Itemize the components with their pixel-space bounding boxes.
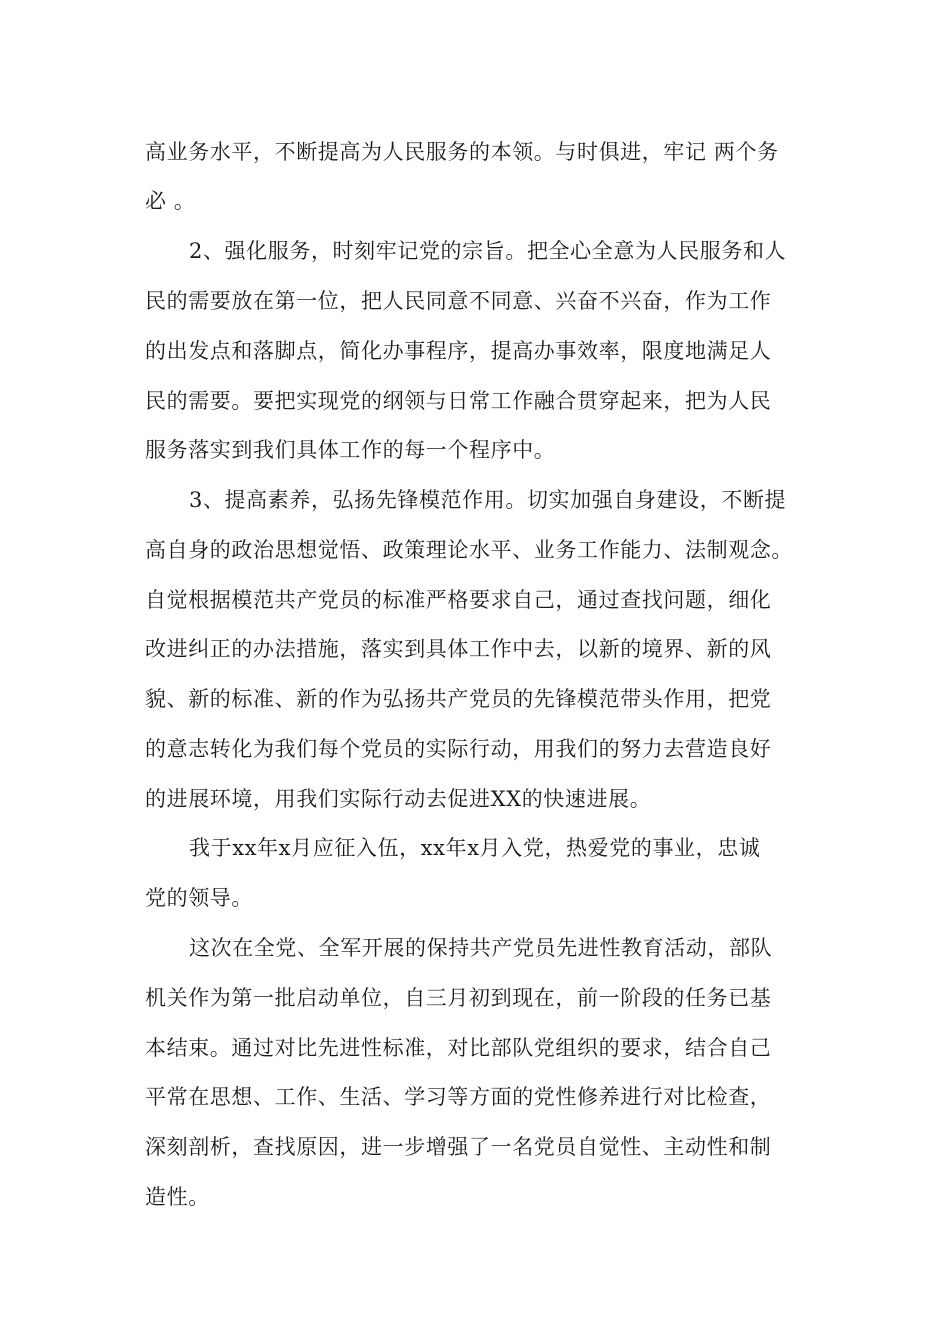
text-line: 造性。 [145, 1185, 210, 1209]
text-line: 深刻剖析，查找原因，进一步增强了一名党员自觉性、主动性和制 [145, 1135, 772, 1159]
text-line: 改进纠正的办法措施，落实到具体工作中去，以新的境界、新的风 [145, 637, 772, 661]
text-line: 高业务水平，不断提高为人民服务的本领。与时俱进，牢记 两个务 [145, 140, 779, 164]
text-line: 服务落实到我们具体工作的每一个程序中。 [145, 438, 556, 462]
text-line: 的出发点和落脚点，简化办事程序，提高办事效率，限度地满足人 [145, 339, 772, 363]
text-line: 民的需要。要把实现党的纲领与日常工作融合贯穿起来，把为人民 [145, 389, 772, 413]
text-line: 这次在全党、全军开展的保持共产党员先进性教育活动，部队 [189, 936, 773, 960]
text-line: 自觉根据模范共产党员的标准严格要求自己，通过查找问题，细化 [145, 588, 772, 612]
text-line: 貌、新的标准、新的作为弘扬共产党员的先锋模范带头作用，把党 [145, 687, 772, 711]
text-line: 的进展环境，用我们实际行动去促进XX的快速进展。 [145, 787, 652, 811]
text-line: 民的需要放在第一位，把人民同意不同意、兴奋不兴奋，作为工作 [145, 289, 772, 313]
text-line: 我于xx年x月应征入伍，xx年x月入党，热爱党的事业，忠诚 [189, 836, 761, 860]
text-line: 本结束。通过对比先进性标准，对比部队党组织的要求，结合自己 [145, 1036, 772, 1060]
text-line: 的意志转化为我们每个党员的实际行动，用我们的努力去营造良好 [145, 737, 772, 761]
text-line: 3、提高素养，弘扬先锋模范作用。切实加强自身建设，不断提 [189, 488, 787, 512]
text-line: 平常在思想、工作、生活、学习等方面的党性修养进行对比检查， [145, 1085, 772, 1109]
text-line: 必 。 [145, 189, 196, 213]
text-line: 党的领导。 [145, 886, 253, 910]
text-line: 机关作为第一批启动单位，自三月初到现在，前一阶段的任务已基 [145, 986, 772, 1010]
text-line: 高自身的政治思想觉悟、政策理论水平、业务工作能力、法制观念。 [145, 538, 793, 562]
text-line: 2、强化服务，时刻牢记党的宗旨。把全心全意为人民服务和人 [189, 239, 787, 263]
